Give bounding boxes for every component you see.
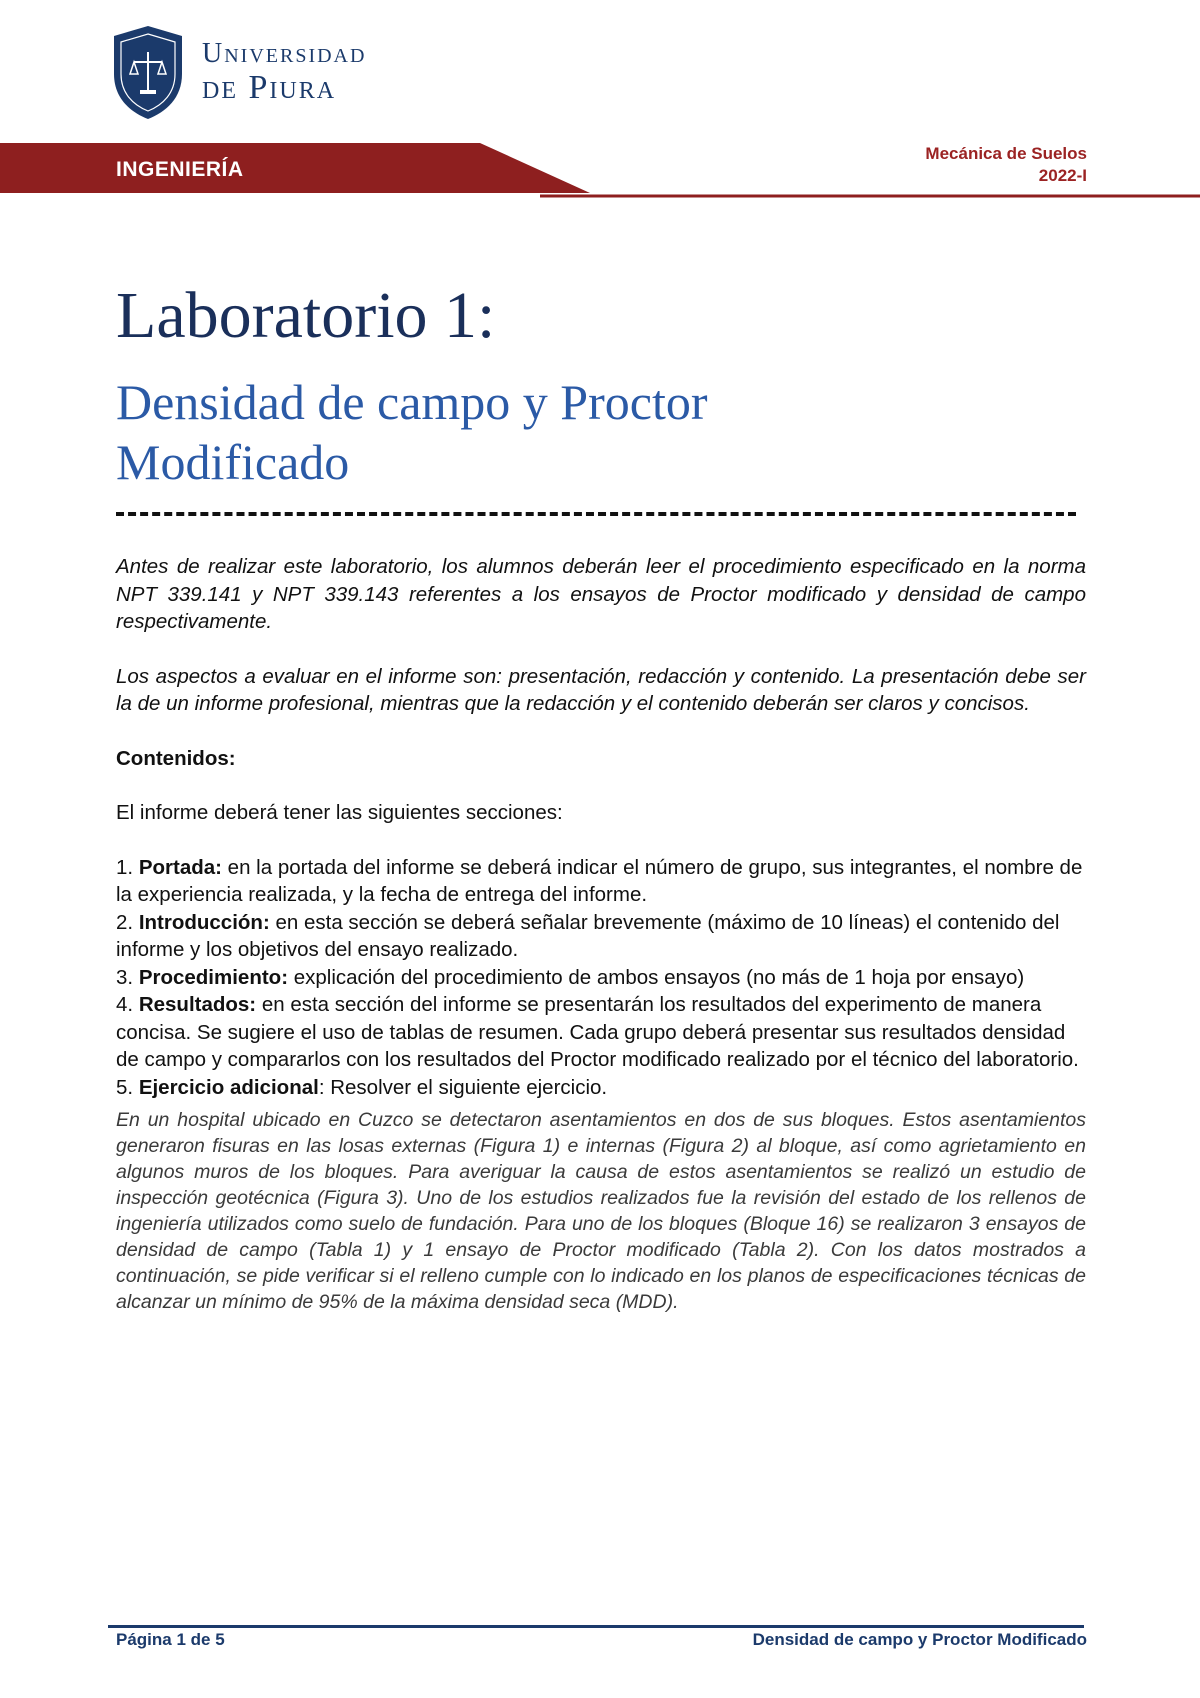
university-seal-icon: [108, 22, 188, 122]
course-term: 2022-I: [1038, 166, 1087, 185]
university-name-line1: Universidad: [202, 38, 367, 69]
intro-paragraph-1: Antes de realizar este laboratorio, los alumnos deberán leer el procedimiento especificado en la norma NPT 339.141 y NPT 339.143 referentes a los ensayos de Proctor modificado y densidad de campo respectivamente.: [116, 555, 1086, 633]
footer-document-title: Densidad de campo y Proctor Modificado: [752, 1630, 1087, 1649]
document-body: [116, 553, 1086, 1315]
section-item-introduccion: [116, 909, 1086, 964]
university-logo: [108, 22, 366, 122]
section-text: explicación del procedimiento de ambos ensayos (no más de 1 hoja por ensayo): [288, 965, 1025, 989]
section-number: 1.: [116, 855, 134, 879]
section-label: Resultados:: [138, 993, 257, 1016]
intro-paragraph-2: Los aspectos a evaluar en el informe son: presentación, redacción y contenido. La presentación debe ser la de un informe profesional, mientras que la redacción y el contenido deberán ser claros y concisos.: [116, 664, 1086, 715]
contents-lead: El informe deberá tener las siguientes secciones:: [116, 801, 563, 824]
section-label: Ejercicio adicional: [138, 1075, 319, 1099]
dashed-divider: [116, 512, 1076, 516]
section-number: 3.: [116, 965, 134, 989]
section-item-resultados: [116, 991, 1086, 1074]
section-text: en la portada del informe se deberá indicar el número de grupo, sus integrantes, el nombre de la experiencia realizada, y la fecha de entrega del informe.: [116, 855, 1083, 906]
university-name: [202, 38, 366, 106]
university-name-line2: de Piura: [202, 69, 337, 106]
section-text: en esta sección se deberá señalar brevemente (máximo de 10 líneas) el contenido del informe y los objetivos del ensayo realizado.: [116, 910, 1060, 961]
section-label: Introducción:: [138, 910, 270, 934]
page-title: Laboratorio 1:: [116, 279, 496, 352]
section-item-portada: [116, 854, 1086, 909]
section-label: Portada:: [138, 855, 222, 879]
section-item-ejercicio: [116, 1074, 1086, 1102]
exercise-statement: En un hospital ubicado en Cuzco se detectaron asentamientos en dos de sus bloques. Estos asentamientos generaron fisuras en las losas externas (Figura 1) e internas (Figura 2) al bloque, así como agrietamiento en algunos muros de los bloques. Para averiguar la causa de estos asentamientos se realizó un estudio de inspección geotécnica (Figura 3). Uno de los estudios realizados fue la revisión del estado de los rellenos de ingeniería utilizados como suelo de fundación. Para uno de los bloques (Bloque 16) se realizaron 3 ensayos de densidad de campo (Tabla 1) y 1 ensayo de Proctor modificado (Tabla 2). Con los datos mostrados a continuación, se pide verificar si el relleno cumple con lo indicado en los planos de especificaciones técnicas de alcanzar un mínimo de 95% de la máxima densidad seca (MDD).: [116, 1109, 1086, 1313]
section-number: 2.: [116, 910, 134, 934]
section-number: 4.: [116, 993, 134, 1016]
course-info: [925, 143, 1087, 187]
page-subtitle: Densidad de campo y Proctor Modificado: [116, 374, 708, 490]
faculty-label: INGENIERÍA: [116, 158, 244, 181]
section-item-procedimiento: [116, 964, 1086, 992]
section-label: Procedimiento:: [138, 965, 289, 989]
contents-heading: Contenidos:: [116, 746, 236, 770]
section-text: : Resolver el siguiente ejercicio.: [318, 1075, 608, 1099]
page-number: Página 1 de 5: [116, 1630, 225, 1649]
course-name: Mecánica de Suelos: [925, 144, 1087, 163]
section-number: 5.: [116, 1075, 134, 1099]
section-text: en esta sección del informe se presentarán los resultados del experimento de manera concisa. Se sugiere el uso de tablas de resumen. Cada grupo deberá presentar sus resultados densidad de campo y compararlos con los resultados del Proctor modificado realizado por el técnico del laboratorio.: [116, 993, 1079, 1071]
footer-rule: [108, 1625, 1084, 1628]
